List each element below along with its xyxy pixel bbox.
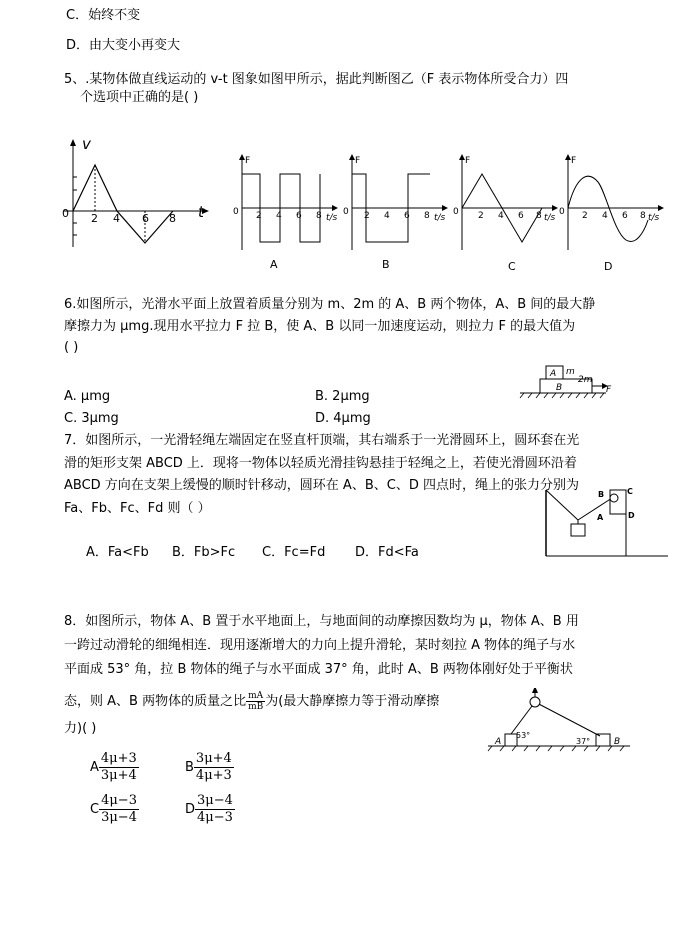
q8-stem-line3: 平面成 53° 角，拉 B 物体的绳子与水平面成 37° 角，此时 A、B 两物体刚好处于平衡状	[64, 662, 573, 677]
q5-panel-d	[556, 152, 668, 252]
q8-fig-label-b: B	[614, 737, 621, 747]
q6-stem-line1: 6.如图所示，光滑水平面上放置着质量分别为 m、2m 的 A、B 两个物体，A、B 间的最大静	[64, 297, 596, 312]
q8-option-d: D $\frac{3\mu-4}{4\mu-3}$	[185, 793, 233, 825]
q6-fig-label-a: A	[550, 369, 557, 379]
vt-tick: 8	[169, 212, 176, 225]
q8-figure	[480, 688, 640, 754]
q6-fig-label-2m: 2m	[578, 375, 593, 385]
panel-a-axis-t: t/s	[326, 213, 338, 223]
q8-stem-line1: 8．如图所示，物体 A、B 置于水平地面上，与地面间的动摩擦因数均为 μ，物体 A、B 用	[64, 614, 579, 629]
q6-option-a: A. μmg	[64, 389, 111, 404]
q7-fig-label-b: B	[598, 490, 605, 499]
q8-fig-angle-a: 53°	[516, 731, 531, 740]
q5-panel-label-a: A	[270, 258, 278, 271]
svg-text:8: 8	[424, 211, 430, 221]
svg-text:2: 2	[582, 211, 588, 221]
panel-b-origin: 0	[343, 207, 349, 217]
q5-panel-label-c: C	[508, 260, 516, 273]
q5-panel-label-b: B	[382, 258, 390, 271]
q8-fig-label-a: A	[495, 737, 502, 747]
q7-option-d: D．Fd<Fa	[355, 545, 419, 560]
svg-text:4: 4	[276, 211, 282, 221]
q7-option-c: C．Fc=Fd	[262, 545, 326, 560]
q6-stem-line2: 摩擦力为 μmg.现用水平拉力 F 拉 B，使 A、B 以同一加速度运动，则拉力 F 的最大值为	[64, 319, 576, 334]
panel-d-axis-f: F	[571, 156, 577, 166]
q7-figure	[540, 480, 670, 560]
q8-stem-line4-pre: 态，则 A、B 两物体的质量之比	[64, 694, 247, 709]
q8-mass-ratio: $\frac{mA}{mB}$	[248, 691, 264, 712]
q7-stem-line4: Fa、Fb、Fc、Fd 则（ ）	[64, 501, 211, 516]
panel-a-origin: 0	[233, 207, 239, 217]
svg-text:4: 4	[384, 211, 390, 221]
svg-text:8: 8	[316, 211, 322, 221]
q6-option-d: D. 4μmg	[315, 411, 371, 426]
q5-panel-a	[230, 152, 342, 252]
svg-text:6: 6	[518, 211, 524, 221]
svg-text:2: 2	[256, 211, 262, 221]
vt-axis-x-label: t	[198, 203, 204, 221]
panel-c-axis-f: F	[465, 156, 471, 166]
q8-stem-line4-post: 为(最大静摩擦力等于滑动摩擦	[265, 694, 440, 709]
q7-fig-label-c: C	[627, 487, 633, 496]
svg-text:6: 6	[296, 211, 302, 221]
vt-origin: 0	[62, 207, 69, 220]
svg-text:2: 2	[478, 211, 484, 221]
svg-text:8: 8	[536, 211, 542, 221]
q6-fig-label-m: m	[566, 367, 575, 377]
q8-option-a: A $\frac{4\mu+3}{3\mu+4}$	[90, 751, 137, 783]
q6-figure	[518, 360, 618, 400]
q4-option-c: C．始终不变	[66, 8, 141, 23]
q5-panel-b	[340, 152, 452, 252]
q7-stem-line3: ABCD 方向在支架上缓慢的顺时针移动，圆环在 A、B、C、D 四点时，绳上的张力分别为	[64, 478, 579, 493]
q7-stem-line2: 滑的矩形支架 ABCD 上．现将一物体以轻质光滑挂钩悬挂于轻绳之上，若使光滑圆环沿着	[64, 456, 577, 471]
panel-d-axis-t: t/s	[648, 213, 660, 223]
vt-tick: 2	[91, 212, 98, 225]
vt-axis-y-label: v	[82, 135, 91, 153]
q7-option-a: A．Fa<Fb	[86, 545, 149, 560]
vt-tick: 6	[142, 212, 149, 225]
svg-text:4: 4	[498, 211, 504, 221]
svg-text:8: 8	[640, 211, 646, 221]
q8-fig-angle-b: 37°	[576, 737, 591, 746]
q6-fig-label-b: B	[556, 383, 563, 393]
q7-fig-label-a: A	[597, 513, 604, 522]
q5-panel-c	[450, 152, 562, 252]
q8-stem-line4	[64, 691, 439, 712]
q8-option-c: C $\frac{4\mu-3}{3\mu-4}$	[90, 793, 137, 825]
q8-option-b: B $\frac{3\mu+4}{4\mu+3}$	[185, 751, 232, 783]
q5-stem-line1: 5、.某物体做直线运动的 v-t 图象如图甲所示，据此判断图乙（F 表示物体所受合力）四	[64, 72, 569, 87]
q8-stem-line2: 一跨过动滑轮的细绳相连．现用逐渐增大的力向上提升滑轮，某时刻拉 A 物体的绳子与水	[64, 638, 576, 653]
q5-panel-label-d: D	[604, 260, 613, 273]
panel-c-origin: 0	[453, 207, 459, 217]
panel-d-origin: 0	[559, 207, 565, 217]
panel-a-axis-f: F	[245, 156, 251, 166]
svg-text:2: 2	[364, 211, 370, 221]
q7-fig-label-d: D	[628, 511, 635, 520]
vt-tick: 4	[113, 212, 120, 225]
q6-fig-label-f: F	[606, 385, 612, 395]
q7-stem-line1: 7．如图所示，一光滑轻绳左端固定在竖直杆顶端，其右端系于一光滑圆环上，圆环套在光	[64, 433, 580, 448]
q4-option-d: D．由大变小再变大	[66, 38, 181, 53]
svg-text:6: 6	[622, 211, 628, 221]
q7-option-b: B．Fb>Fc	[172, 545, 236, 560]
q6-option-c: C. 3μmg	[64, 411, 119, 426]
q8-stem-line5: 力)( )	[64, 721, 97, 736]
q6-stem-line3: ( )	[64, 340, 79, 355]
svg-text:6: 6	[404, 211, 410, 221]
panel-c-axis-t: t/s	[544, 213, 556, 223]
svg-text:4: 4	[602, 211, 608, 221]
panel-b-axis-t: t/s	[434, 213, 446, 223]
q5-vt-graph	[55, 135, 215, 255]
panel-b-axis-f: F	[355, 156, 361, 166]
q6-option-b: B. 2μmg	[315, 389, 370, 404]
q5-stem-line2: 个选项中正确的是( )	[80, 90, 199, 105]
